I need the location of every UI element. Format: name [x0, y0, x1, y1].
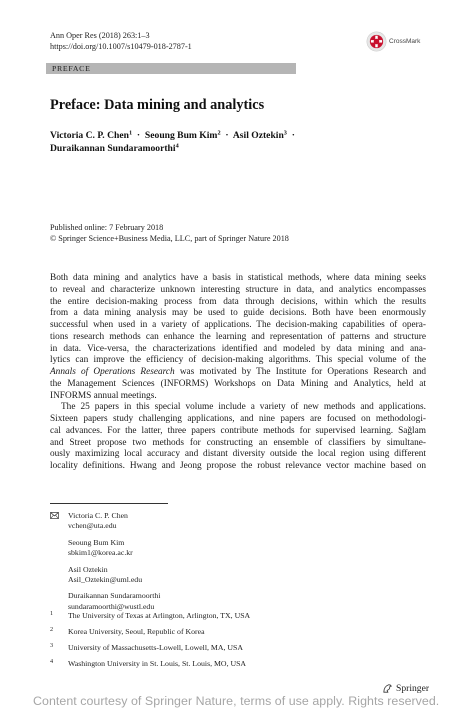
author-name[interactable]: Asil Oztekin — [232, 130, 284, 141]
author-separator: · — [291, 130, 295, 141]
section-label: PREFACE — [52, 64, 91, 73]
author-affil-sup: 1 — [128, 129, 133, 137]
contact-email[interactable]: Asil_Oztekin@uml.edu — [68, 574, 143, 584]
affiliation-item — [50, 611, 430, 627]
author-line-1 — [50, 129, 440, 142]
text-line: the Management Sciences (INFORMS) Workshops on Data Mining and Analytics, held at — [50, 378, 426, 389]
affiliation-number: 3 — [50, 642, 54, 649]
contact-list — [50, 511, 410, 618]
contact-name: Victoria C. P. Chen — [68, 511, 128, 520]
author-name[interactable]: Seoung Bum Kim — [144, 130, 218, 141]
author-affil-sup: 2 — [217, 129, 221, 137]
contact-item — [50, 565, 410, 586]
paragraph-2 — [50, 402, 426, 473]
contact-name: Seoung Bum Kim — [68, 537, 125, 547]
text-line: Both data mining and analytics have a basis in statistical methods, where data mining seeks — [50, 273, 426, 283]
affiliation-text: Washington University in St. Louis, St. Louis, MO, USA — [68, 659, 247, 668]
springer-wordmark: Springer — [396, 683, 430, 694]
author-name[interactable]: Victoria C. P. Chen — [50, 130, 129, 141]
published-date: Published online: 7 February 2018 — [50, 223, 164, 232]
text-line: cal advances. For the latter, three papers contribute methods for supervised learning. Sağlam — [50, 425, 426, 436]
contact-item — [50, 538, 410, 559]
courtesy-notice: Content courtesy of Springer Nature, terms of use apply. Rights reserved. — [33, 694, 440, 708]
doi-link[interactable]: https://doi.org/10.1007/s10479-018-2787-1 — [50, 42, 192, 51]
contact-email[interactable]: sbkim1@korea.ac.kr — [68, 548, 133, 558]
journal-reference — [50, 30, 192, 52]
text-line: and Street propose two methods for constructing an ensemble of classifiers by simultane- — [50, 437, 426, 448]
text-line: from a data mining analysis may be used to guide decisions. Both have been enormously — [50, 308, 426, 319]
affiliation-item — [50, 627, 430, 643]
crossmark-badge[interactable] — [366, 29, 428, 53]
affiliation-item — [50, 643, 430, 659]
article-title: Preface: Data mining and analytics — [50, 97, 265, 113]
contact-name: Duraikannan Sundaramoorthi — [68, 591, 161, 601]
copyright-notice: © Springer Science+Business Media, LLC, part of Springer Nature 2018 — [50, 234, 289, 243]
text-line: INFORMS annual meetings. — [50, 390, 157, 401]
contact-email[interactable]: sundaramoorthi@wustl.edu — [68, 601, 155, 611]
author-line-2 — [50, 142, 440, 155]
contact-item — [50, 591, 410, 612]
springer-horse-icon — [382, 683, 393, 694]
text-line: lytics can improve the efficiency of decision-making algorithms. This special volume of the — [50, 355, 426, 366]
affiliation-number: 2 — [50, 626, 54, 633]
contact-name: Asil Oztekin — [68, 564, 108, 574]
text-fragment: was motivated by The Institute for Operations Research and — [174, 367, 426, 377]
text-line: Sixteen papers study challenging applications, and nine papers are focused on methodologi- — [50, 414, 426, 424]
text-line: successful when used in a variety of applications. The decision-making capabilities of opera- — [50, 320, 426, 330]
affiliation-number: 4 — [50, 658, 54, 665]
affiliation-item — [50, 659, 430, 675]
text-line: the entire decision-making process from data through decisions, within which the results — [50, 296, 426, 307]
contact-email[interactable]: vchen@uta.edu — [68, 521, 117, 531]
text-line: locality definitions. Hwang and Jeong propose the robust relevance vector machine based on — [50, 461, 426, 471]
text-line: in data. Vice-versa, the characterizations identified and modeled by data mining and ana- — [50, 343, 426, 354]
affiliation-number: 1 — [50, 610, 54, 617]
affiliation-text: The University of Texas at Arlington, Arlington, TX, USA — [68, 611, 251, 620]
envelope-icon — [50, 512, 59, 519]
crossmark-icon — [366, 31, 387, 52]
author-separator: · — [136, 130, 141, 141]
contact-item — [50, 511, 410, 532]
affiliation-text: Korea University, Seoul, Republic of Korea — [68, 627, 205, 636]
paragraph-1 — [50, 273, 426, 402]
author-separator: · — [225, 130, 229, 141]
crossmark-label: CrossMark — [389, 37, 421, 45]
author-name[interactable]: Duraikannan Sundaramoorthi — [50, 143, 176, 154]
springer-logo — [382, 683, 429, 694]
text-line: tions research methods can enhance the learning and representation of patterns and structure — [50, 331, 426, 342]
footnote-rule — [50, 503, 168, 504]
author-affil-sup: 3 — [283, 129, 287, 137]
affiliation-text: University of Massachusetts-Lowell, Lowell, MA, USA — [68, 643, 243, 652]
author-affil-sup: 4 — [175, 142, 179, 150]
text-line: to reveal and characterize unknown interesting structure in data, and analytics encompasses — [50, 284, 426, 295]
journal-name-italic: Annals of Operations Research — [50, 367, 175, 377]
publication-info — [50, 222, 289, 244]
article-body — [50, 273, 426, 473]
author-list — [50, 129, 440, 155]
journal-citation: Ann Oper Res (2018) 263:1–3 — [50, 31, 150, 40]
affiliation-list — [50, 611, 430, 675]
text-line: The 25 papers in this special volume include a variety of new methods and applications. — [61, 402, 426, 413]
text-line: ously maximizing local accuracy and distant diversity outside the local region using different — [50, 449, 426, 460]
text-line — [50, 367, 426, 379]
